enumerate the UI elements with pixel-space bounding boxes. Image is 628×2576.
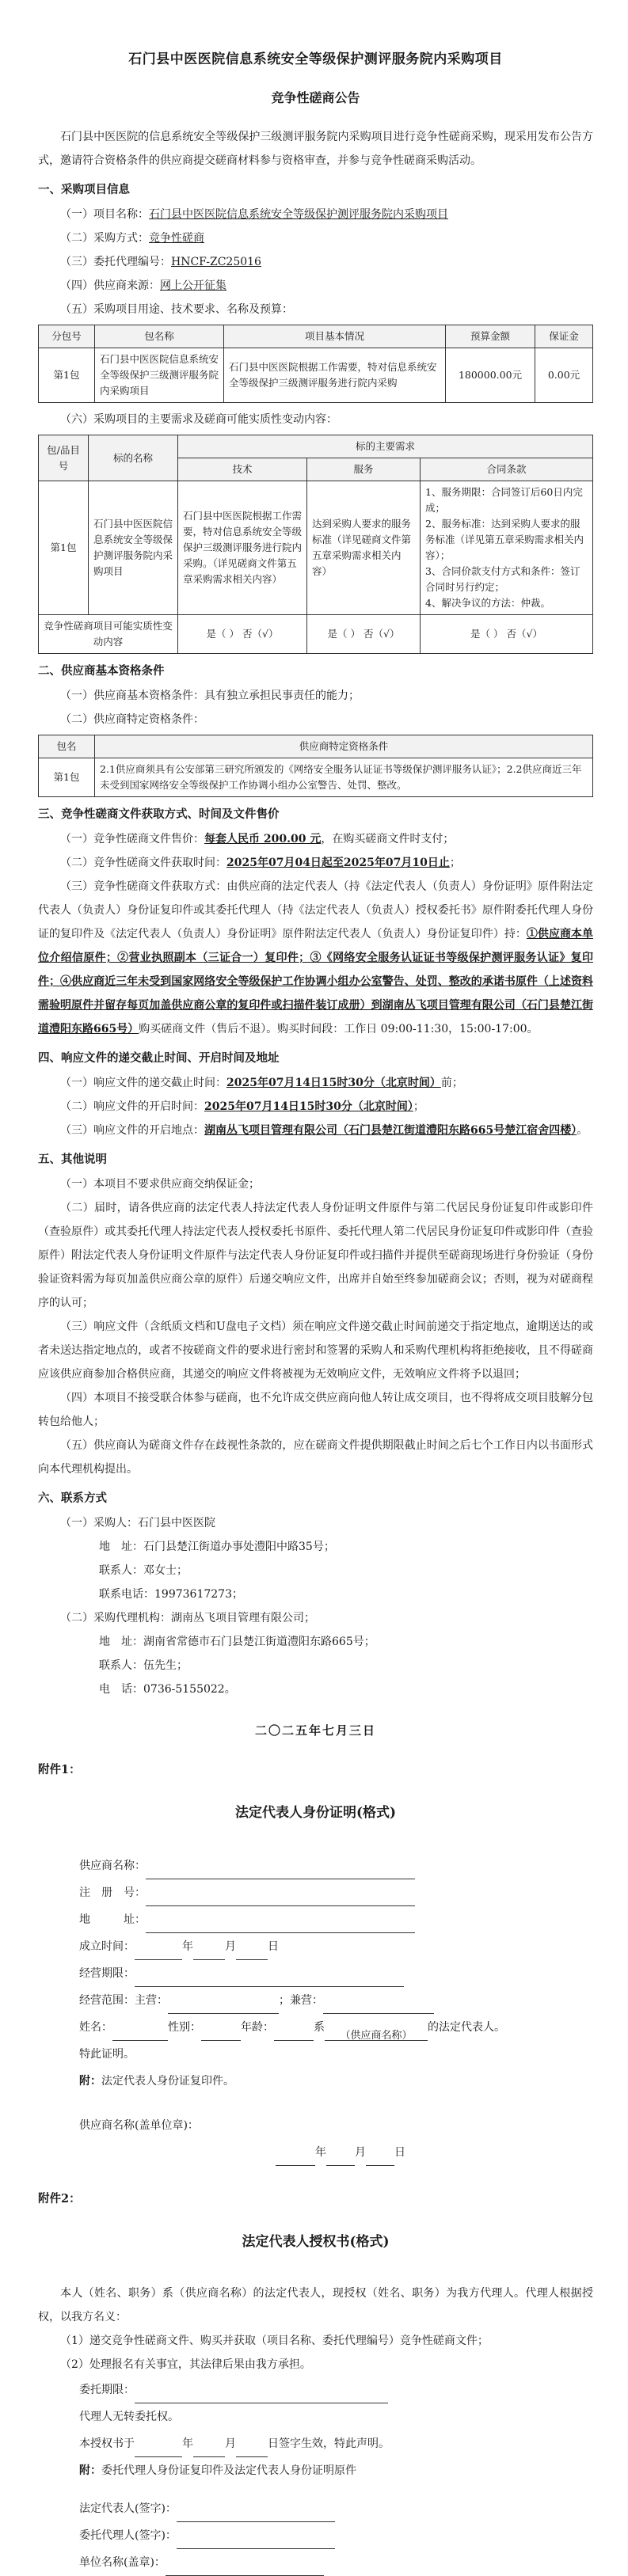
form-business-scope: 经营范围：主营： ；兼营： [38, 1987, 593, 2014]
form-unit-seal: 单位名称(盖章)： [38, 2549, 593, 2576]
form-seal-line: 供应商名称(盖单位章)： [79, 2119, 199, 2132]
table-header-cell: 供应商特定资格条件 [95, 735, 593, 758]
other-note: （四）本项目不接受联合体参与磋商，也不允许成交供应商向他人转让成交项目，也不得将成交项目肢解分包转包给他人； [38, 1392, 593, 1428]
form-supplier-name: 供应商名称： [38, 1852, 593, 1879]
opening-location-line: （三）响应文件的开启地点：湖南丛飞项目管理有限公司（石门县楚江街道澧阳东路665号楚江宿舍四楼）。 [60, 1124, 588, 1137]
table-cell: 180000.00元 [446, 348, 535, 403]
buyer-name-line: （一）采购人：石门县中医医院 [60, 1517, 215, 1529]
section-5-heading: 五、其他说明 [38, 1153, 107, 1166]
requirements-heading: （六）采购项目的主要需求及磋商可能实质性变动内容： [60, 413, 337, 426]
table-header-row [39, 435, 593, 458]
supplier-source-line: （四）供应商来源：网上公开征集 [60, 279, 226, 292]
document-title: 石门县中医医院信息系统安全等级保护测评服务院内采购项目 [128, 51, 503, 67]
table-row [39, 758, 593, 797]
agent-contact-line: 联系人：伍先生； [99, 1659, 188, 1672]
qualification-table [38, 735, 593, 797]
required-materials: ①供应商本单位介绍信原件；②营业执照副本（三证合一）复印件；③《网络安全服务认证证书等级保护测评服务认证》复印件；④供应商近三年未受到国家网络安全等级保护工作协调小组办公室警告、处罚、整改的承诺书原件（上述资料需验明原件并留存每页加盖供应商公章的复印件或扫描件装订成册）到湖南丛飞项目管理有限公司（石门县楚江街道澧阳东路665号） [38, 928, 594, 1035]
table-header-cell: 分包号 [39, 325, 95, 348]
attachment-1-label: 附件1： [38, 1763, 81, 1776]
form-agent-signature: 委托代理人(签字)： [38, 2522, 593, 2549]
table-cell: 竞争性磋商项目可能实质性变动内容 [39, 615, 178, 654]
attachment-1-title: 法定代表人身份证明(格式) [234, 1805, 397, 1821]
form-address: 地 址： [38, 1906, 593, 1933]
agent-address-line: 地 址：湖南省常德市石门县楚江街道澧阳东路665号； [99, 1636, 375, 1648]
other-note: （三）响应文件（含纸质文档和U盘电子文档）须在响应文件递交截止时间前递交于指定地点，逾期送达的或者未送达指定地点的，或者不按磋商文件的要求进行密封和签署的采购人和采购代理机构将拒绝接收，且不得磋商应该供应商参加合格供应商，其递交的响应文件将被视为无效响应文件，无效响应文件将予以退回； [38, 1320, 593, 1381]
submission-deadline-line: （一）响应文件的递交截止时间：2025年07月14日15时30分（北京时间）前； [60, 1077, 463, 1089]
section-1-heading: 一、采购项目信息 [38, 183, 130, 196]
procurement-method: 竞争性磋商 [149, 232, 204, 245]
table-cell: 石门县中医医院根据工作需要，特对信息系统安全等级保护三级测评服务进行院内采购 [224, 348, 446, 403]
document-price: 每套人民币 200.00 元 [204, 833, 322, 845]
project-name: 石门县中医医院信息系统安全等级保护测评服务院内采购项目 [149, 208, 448, 221]
table-header-cell: 标的名称 [89, 435, 178, 481]
agent-name-line: （二）采购代理机构：湖南丛飞项目管理有限公司； [60, 1612, 315, 1624]
document-obtain-method: （三）竞争性磋商文件获取方式：由供应商的法定代表人（持《法定代表人（负责人）身份证明》原件附法定代表人（负责人）身份证复印件或其委托代理人（持《法定代表人（负责人）授权委托书》原件附委托代理人身份证的复印件及《法定代表人（负责人）身份证明》原件附法定代表人（负责人）身份证复印件）持：①供应商本单位介绍信原件；②营业执照副本（三证合一）复印件；③《网络安全服务认证证书等级保护测评服务认证》复印件；④供应商近三年未受到国家网络安全等级保护工作协调小组办公室警告、处罚、整改的承诺书原件（上述资料需验明原件并留存每页加盖供应商公章的复印件或扫描件装订成册）到湖南丛飞项目管理有限公司（石门县楚江街道澧阳东路665号）购买磋商文件（售后不退）。购买时间段：工作日 09:00-11:30，15:00-17:00。 [38, 880, 594, 1035]
document-period-line: （二）竞争性磋商文件获取时间：2025年07月04日起至2025年07月10日止； [60, 857, 461, 869]
table-row [39, 615, 593, 654]
contract-term: 4、解决争议的方法：仲裁。 [425, 597, 550, 609]
table-header-row [39, 735, 593, 758]
contract-term: 3、合同价款支付方式和条件：签订合同时另行约定； [425, 565, 580, 593]
table-header-cell: 包名称 [95, 325, 224, 348]
table-cell: 2.1供应商须具有公安部第三研究所颁发的《网络安全服务认证证书等级保护测评服务认证》；2.2供应商近三年未受到国家网络安全等级保护工作协调小组办公室警告、处罚、整改。 [95, 758, 593, 797]
form-operating-period: 经营期限： [38, 1960, 593, 1987]
agent-name: 湖南丛飞项目管理有限公司； [171, 1612, 315, 1624]
agent-address: 湖南省常德市石门县楚江街道澧阳东路665号； [143, 1636, 375, 1648]
authorization-item: （1）递交竞争性磋商文件、购买并获取（项目名称、委托代理编号）竞争性磋商文件； [60, 2335, 489, 2347]
opening-time-line: （二）响应文件的开启时间：2025年07月14日15时30分（北京时间）； [60, 1100, 424, 1113]
table-header-cell: 预算金额 [446, 325, 535, 348]
buyer-name: 石门县中医医院 [138, 1517, 215, 1529]
authorization-paragraph: 本人（姓名、职务）系（供应商名称）的法定代表人，现授权（姓名、职务）为我方代理人。代理人根据授权，以我方名义： [38, 2287, 593, 2323]
document-period: 2025年07月04日起至2025年07月10日止 [226, 857, 450, 869]
project-name-line: （一）项目名称：石门县中医医院信息系统安全等级保护测评服务院内采购项目 [60, 208, 448, 221]
form-attachment-note-2: 附：委托代理人身份证复印件及法定代表人身份证明原件 [79, 2464, 356, 2477]
other-note: （五）供应商认为磋商文件存在歧视性条款的，应在磋商文件提供期限截止时间之后七个工作日内以书面形式向本代理机构提出。 [38, 1439, 593, 1476]
supplier-source: 网上公开征集 [160, 279, 226, 292]
table-cell: 是（ ） 否（√） [178, 615, 307, 654]
table-header-cell: 保证金 [535, 325, 593, 348]
table-header-cell: 服务 [307, 458, 421, 481]
other-note: （二）届时，请各供应商的法定代表人持法定代表人身份证明文件原件与第二代居民身份证复印件或影印件（查验原件）或其委托代理人持法定代表人授权委托书原件、委托代理人第二代居民身份证复印件或影印件（查验原件）附法定代表人身份证明文件原件与法定代表人身份证复印件或扫描件并提供至磋商现场进行身份验证（身份验证资料需为每页加盖供应商公章的原件）后递交响应文件，出席并自始至终参加磋商会议；否则，视为对磋商程序的认可； [38, 1202, 593, 1309]
agency-number-line: （三）委托代理编号：HNCF-ZC25016 [60, 256, 261, 268]
attachment-2-label: 附件2： [38, 2192, 81, 2206]
form-registration-number: 注 册 号： [38, 1879, 593, 1906]
table-header-row [39, 325, 593, 348]
table-cell: 第1包 [39, 348, 95, 403]
contract-term: 1、服务期限：合同签订后60日内完成； [425, 486, 583, 514]
budget-heading: （五）采购项目用途、技术要求、名称及预算： [60, 303, 293, 316]
section-6-heading: 六、联系方式 [38, 1491, 107, 1505]
table-cell: 第1包 [39, 481, 89, 615]
buyer-phone: 19973617273； [154, 1588, 243, 1601]
form-seal-date: 年 月 日 [38, 2139, 593, 2166]
contract-term: 2、服务标准：达到采购人要求的服务标准（详见第五章采购需求相关内容）； [425, 518, 584, 561]
form-legal-rep-signature: 法定代表人(签字)： [38, 2495, 593, 2522]
opening-time: 2025年07月14日15时30分（北京时间） [204, 1100, 413, 1113]
document-subtitle: 竞争性磋商公告 [271, 90, 360, 105]
agent-contact: 伍先生； [143, 1659, 188, 1672]
form-prove-text: 特此证明。 [79, 2048, 135, 2061]
intro-paragraph: 石门县中医医院的信息系统安全等级保护三级测评服务院内采购项目进行竞争性磋商采购，现采用发布公告方式，邀请符合资格条件的供应商提交磋商材料参与资格审查，并参与竞争性磋商采购活动。 [38, 131, 593, 167]
buyer-phone-line: 联系电话：19973617273； [99, 1588, 243, 1601]
table-cell: 石门县中医医院信息系统安全等级保护测评服务院内采购项目 [89, 481, 178, 615]
agency-number: HNCF-ZC25016 [171, 256, 261, 268]
table-cell: 达到采购人要求的服务标准（详见磋商文件第五章采购需求相关内容） [307, 481, 421, 615]
announcement-date: 二〇二五年七月三日 [254, 1723, 376, 1738]
form-attachment-note: 附：法定代表人身份证复印件。 [79, 2075, 234, 2088]
table-header-cell: 合同条款 [421, 458, 593, 481]
section-3-heading: 三、竞争性磋商文件获取方式、时间及文件售价 [38, 807, 280, 821]
table-header-cell: 项目基本情况 [224, 325, 446, 348]
table-row [39, 481, 593, 615]
procurement-method-line: （二）采购方式：竞争性磋商 [60, 232, 204, 245]
table-cell: 是（ ） 否（√） [421, 615, 593, 654]
form-authorization-period: 委托期限： [38, 2377, 593, 2403]
budget-table [38, 325, 593, 403]
other-note: （一）本项目不要求供应商交纳保证金； [60, 1178, 260, 1191]
specific-qualification-heading: （二）供应商特定资格条件： [60, 713, 204, 726]
table-header-cell: 标的主要需求 [178, 435, 593, 458]
attachment-2-title: 法定代表人授权书(格式) [242, 2234, 390, 2250]
table-cell: 是（ ） 否（√） [307, 615, 421, 654]
table-header-cell: 技术 [178, 458, 307, 481]
buyer-contact: 邓女士； [143, 1564, 188, 1577]
form-legal-rep-info: 姓名： 性别： 年龄： 系（供应商名称）的法定代表人。 [79, 2021, 505, 2042]
table-cell: 石门县中医医院根据工作需要，特对信息系统安全等级保护三级测评服务进行院内采购。（详见磋商文件第五章采购需求相关内容） [178, 481, 307, 615]
buyer-address-line: 地 址：石门县楚江街道办事处澧阳中路35号； [99, 1541, 335, 1553]
table-row [39, 348, 593, 403]
authorization-item: （2）处理报名有关事宜，其法律后果由我方承担。 [60, 2358, 311, 2371]
table-cell [421, 481, 593, 615]
form-founding-date: 成立时间： 年 月 日 [38, 1933, 593, 1960]
table-cell: 石门县中医医院信息系统安全等级保护三级测评服务院内采购项目 [95, 348, 224, 403]
section-2-heading: 二、供应商基本资格条件 [38, 664, 165, 678]
agent-phone: 0736-5155022。 [143, 1683, 236, 1696]
basic-qualification: （一）供应商基本资格条件：具有独立承担民事责任的能力； [60, 690, 360, 702]
opening-location: 湖南丛飞项目管理有限公司（石门县楚江街道澧阳东路665号楚江宿舍四楼） [204, 1124, 577, 1137]
table-cell: 0.00元 [535, 348, 593, 403]
document-price-line: （一）竞争性磋商文件售价：每套人民币 200.00 元，在购买磋商文件时支付； [60, 833, 455, 845]
requirements-table [38, 435, 593, 654]
buyer-contact-line: 联系人：邓女士； [99, 1564, 188, 1577]
submission-deadline: 2025年07月14日15时30分（北京时间） [226, 1077, 441, 1089]
table-header-cell: 包/品目号 [39, 435, 89, 481]
table-header-cell: 包名 [39, 735, 95, 758]
agent-phone-line: 电 话：0736-5155022。 [99, 1683, 236, 1696]
buyer-address: 石门县楚江街道办事处澧阳中路35号； [143, 1541, 335, 1553]
form-sign-date: 本授权书于 年 月 日签字生效，特此声明。 [38, 2430, 593, 2457]
section-4-heading: 四、响应文件的递交截止时间、开启时间及地址 [38, 1051, 280, 1065]
form-agent-note: 代理人无转委托权。 [79, 2411, 179, 2423]
table-cell: 第1包 [39, 758, 95, 797]
